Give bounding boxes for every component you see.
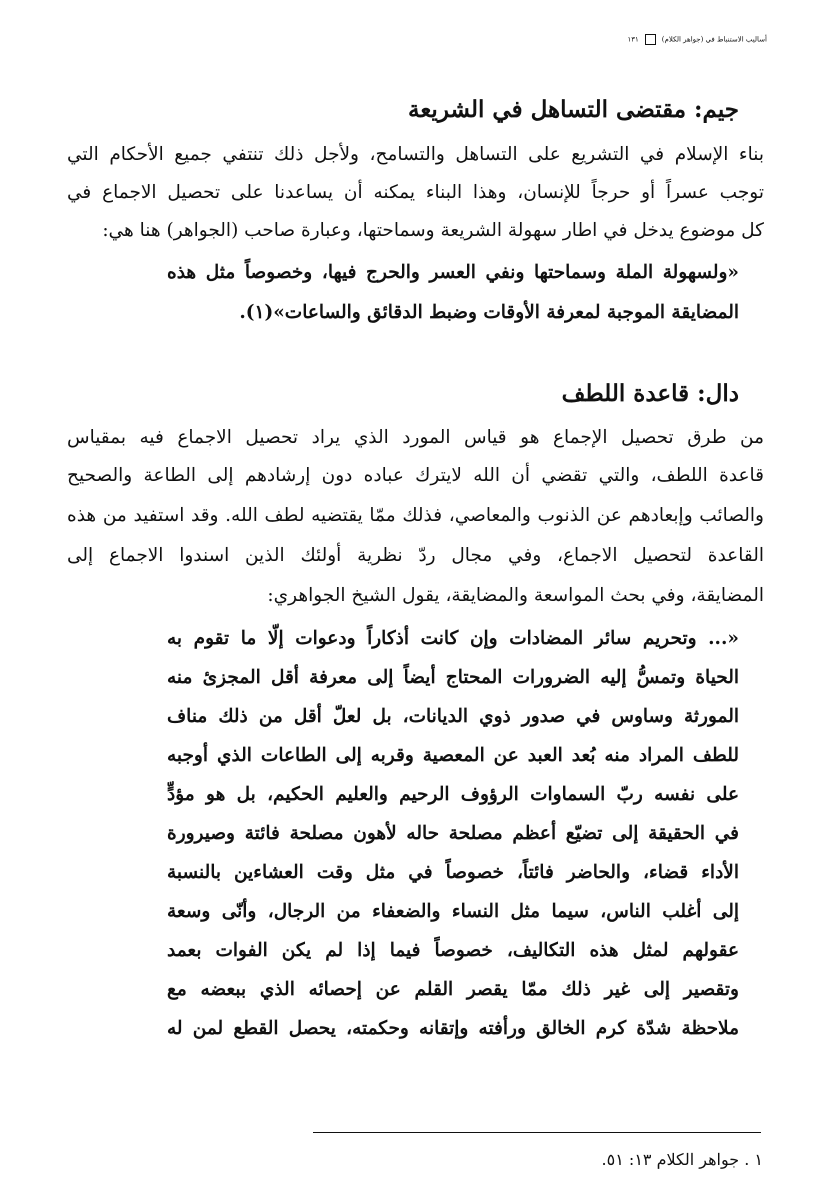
quote-line: إلى أغلب الناس، سيما مثل النساء والضعفاء من الرجال، وأنّى وسعة xyxy=(167,901,739,922)
body-line: القاعدة لتحصيل الاجماع، وفي مجال ردّ نظرية أولئك الذين اسندوا الاجماع إلى xyxy=(67,545,764,566)
body-line: توجب عسراً أو حرجاً للإنسان، وهذا البناء يمكنه أن يساعدنا على تحصيل الاجماع في xyxy=(67,182,764,203)
quote-line: الأداء قضاء، والحاضر فائتاً، خصوصاً في مثل وقت العشاءين بالنسبة xyxy=(167,862,739,883)
quote-line: المورثة وساوس في صدور ذوي الديانات، بل لعلّ أقل من ذلك مناف xyxy=(167,706,739,727)
page-number: ١٣١ xyxy=(627,35,639,44)
body-line: من طرق تحصيل الإجماع هو قياس المورد الذي يراد تحصيل الاجماع فيه بمقياس xyxy=(67,427,764,448)
header-title: أساليب الاستنباط في (جواهر الكلام) xyxy=(661,35,767,44)
quote-line: وتقصير إلى غير ذلك ممّا يقصر القلم عن إحصائه الذي ببعضه مع xyxy=(167,979,739,1000)
body-line: بناء الإسلام في التشريع على التساهل والتسامح، ولأجل ذلك تنتفي جميع الأحكام التي xyxy=(67,144,764,165)
body-line: قاعدة اللطف، والتي تقضي أن الله لايترك عباده دون إرشادهم إلى الطاعة والصحيح xyxy=(67,465,764,486)
section-heading-jim: جيم: مقتضى التساهل في الشريعة xyxy=(407,96,739,123)
quote-line: على نفسه ربّ السماوات الرؤوف الرحيم والعليم الحكيم، بل هو مؤدٍّ xyxy=(167,784,739,805)
running-header xyxy=(67,34,767,45)
quote-line: ملاحظة شدّة كرم الخالق ورأفته وإتقانه وحكمته، يحصل القطع لمن له xyxy=(167,1018,739,1039)
quote-line: في الحقيقة إلى تضيّع أعظم مصلحة حاله لأهون مصلحة فائتة وصيرورة xyxy=(167,823,739,844)
footnote: ١ . جواهر الكلام ١٣: ٥١. xyxy=(601,1150,763,1169)
quote-line: «ولسهولة الملة وسماحتها ونفي العسر والحرج فيها، وخصوصاً مثل هذه xyxy=(167,262,739,283)
quote-line: المضايقة الموجبة لمعرفة الأوقات وضبط الدقائق والساعات»(١). xyxy=(239,302,739,323)
quote-line: للطف المراد منه بُعد العبد عن المعصية وقربه إلى الطاعات الذي أوجبه xyxy=(167,745,739,766)
body-line: والصائب وإبعادهم عن الذنوب والمعاصي، فذلك ممّا يقتضيه لطف الله. وقد استفيد من هذه xyxy=(67,505,764,526)
body-line: المضايقة، وفي بحث المواسعة والمضايقة، يقول الشيخ الجواهري: xyxy=(267,585,764,606)
square-ornament-icon xyxy=(645,34,656,45)
quote-line: «... وتحريم سائر المضادات وإن كانت أذكاراً ودعوات إلّا ما تقوم به xyxy=(167,628,739,649)
section-heading-dal: دال: قاعدة اللطف xyxy=(561,380,739,407)
body-line: كل موضوع يدخل في اطار سهولة الشريعة وسماحتها، وعبارة صاحب (الجواهر) هنا هي: xyxy=(102,220,764,241)
quote-line: الحياة وتمسُّ إليه الضرورات المحتاج أيضاً إلى معرفة أقل المجزئ منه xyxy=(167,667,739,688)
footnote-divider xyxy=(313,1132,761,1133)
quote-line: عقولهم لمثل هذه التكاليف، خصوصاً فيما إذا لم يكن الفوات بعمد xyxy=(167,940,739,961)
